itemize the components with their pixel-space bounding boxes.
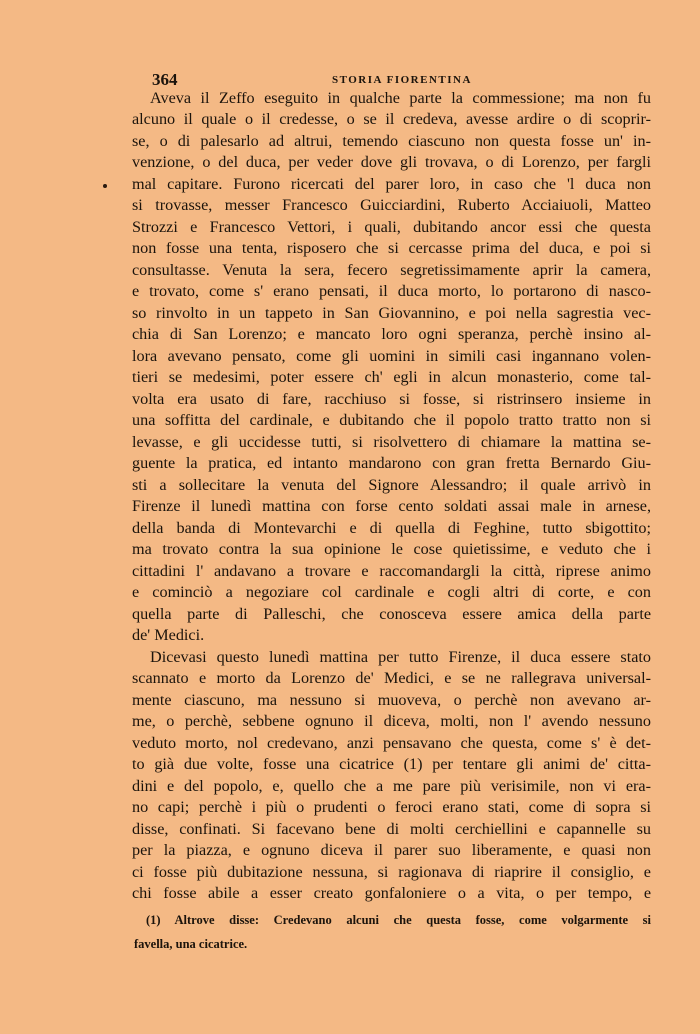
text-line: me, o perchè, sebbene ognuno il diceva, molti, non l' avendo nessuno [132,712,651,731]
text-line: chia di San Lorenzo; e mancato loro ogni speranza, perchè insino al- [132,325,651,344]
text-line: scannato e morto da Lorenzo de' Medici, e se ne rallegrava universal- [132,669,651,688]
text-line: per la piazza, e ognuno diceva il parer suo liberamente, e quasi non [132,841,651,860]
text-line: e trovato, come s' erano pensati, il duca morto, lo portarono di nasco- [132,282,651,301]
page-number: 364 [152,70,178,89]
text-line: mal capitare. Furono ricercati del parer loro, in caso che 'l duca non [132,174,651,193]
text-line: cittadini l' andavano a trovare e raccomandargli la città, riprese animo [132,561,651,580]
text-line: Firenze il lunedì mattina con forse cento soldati assai male in arnese, [132,497,651,516]
text-line: quella parte di Palleschi, che conosceva essere amica della parte [132,604,651,623]
text-line: della banda di Montevarchi e di quella di Feghine, tutto sbigottito; [132,518,651,537]
text-line: de' Medici. [132,626,205,645]
text-line: so rinvolto in un tappeto in San Giovannino, e poi nella sagrestia vec- [132,303,651,322]
text-line: no capi; perchè i più o prudenti o feroci erano stati, come di sopra si [132,798,651,817]
text-line: Strozzi e Francesco Vettori, i quali, dubitando ancor essi che questa [132,217,651,236]
running-title: STORIA FIORENTINA [332,74,472,86]
footnote-line: (1) Altrove disse: Credevano alcuni che questa fosse, come volgarmente si [146,913,651,927]
text-line: mente ciascuno, ma nessuno si muoveva, o perchè non avevano ar- [132,690,651,709]
text-line: se, o di palesarlo ad altrui, temendo ciascuno non questa fosse un' in- [132,131,651,150]
text-line: si trovasse, messer Francesco Guicciardini, Ruberto Acciaiuoli, Matteo [132,196,651,215]
text-line: consultasse. Venuta la sera, fecero segretissimamente aprir la camera, [132,260,651,279]
text-line: to già due volte, fosse una cicatrice (1) per tentare gli animi de' citta- [132,755,651,774]
text-line: alcuno il quale o il credesse, o se il credeva, avesse ardire o di scoprir- [132,110,651,129]
text-line: Aveva il Zeffo eseguito in qualche parte la commessione; ma non fu [150,89,651,107]
text-line: lora avevano pensato, come gli uomini in simili casi ingannano volen- [132,346,651,365]
text-line: sti a sollecitare la venuta del Signore Alessandro; il quale arrivò in [132,475,651,494]
text-line: non fosse una tenta, risposero che si cercasse prima del duca, e poi si [132,239,651,258]
text-line: una soffitta del cardinale, e dubitando che il popolo tratto tratto non si [132,411,651,430]
text-line: disse, confinati. Si facevano bene di molti cerchiellini e capannelle su [132,819,651,838]
text-line: ma trovato contra la sua opinione le cose quietissime, e veduto che i [132,540,651,559]
text-line: Dicevasi questo lunedì mattina per tutto Firenze, il duca essere stato [150,647,651,666]
text-line: chi fosse abile a esser creato gonfaloniere o a vita, o per tempo, e [132,884,651,902]
text-line: tieri se medesimi, poter essere ch' egli in alcun monasterio, come tal- [132,368,651,387]
text-line: dini e del popolo, e, quello che a me pare più verisimile, non vi era- [132,776,651,795]
footnote-line: favella, una cicatrice. [134,937,248,951]
ink-speck [103,184,107,188]
text-line: e cominciò a negoziare col cardinale e cogli altri di corte, e con [132,583,651,602]
text-line: levasse, e gli uccidesse tutti, si risolvettero di chiamare la mattina se- [132,432,651,451]
text-line: veduto morto, nol credevano, anzi pensavano che questa, come s' è det- [132,733,651,752]
text-line: guente la pratica, ed intanto mandarono con gran fretta Bernardo Giu- [132,454,651,473]
text-line: ci fosse più dubitazione nessuna, si ragionava di riaprire il consiglio, e [132,862,651,881]
text-line: volta era usato di fare, racchiuso si fosse, si ristrinsero insieme in [132,389,651,408]
text-line: venzione, o del duca, per veder dove gli trovava, o di Lorenzo, per fargli [132,153,651,172]
